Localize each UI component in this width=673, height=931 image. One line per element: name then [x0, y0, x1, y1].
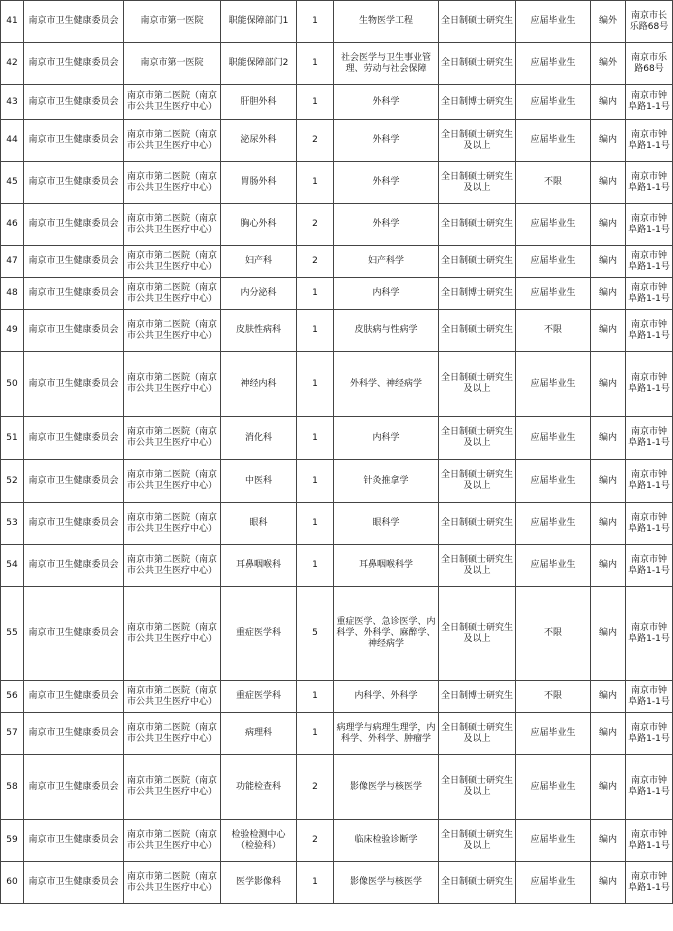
applicant-type-cell: 应届毕业生 — [516, 755, 591, 820]
headcount-cell: 1 — [297, 503, 334, 545]
row-number-cell: 55 — [1, 587, 24, 681]
table-row — [1, 120, 673, 162]
row-number-cell: 45 — [1, 162, 24, 204]
education-cell: 全日制硕士研究生及以上 — [439, 162, 516, 204]
row-number-cell: 54 — [1, 545, 24, 587]
major-cell: 生物医学工程 — [334, 1, 439, 43]
unit-cell: 南京市第二医院（南京市公共卫生医疗中心） — [124, 460, 221, 503]
education-cell: 全日制硕士研究生及以上 — [439, 120, 516, 162]
table-row — [1, 246, 673, 278]
education-cell: 全日制硕士研究生及以上 — [439, 755, 516, 820]
address-cell: 南京市钟阜路1-1号 — [626, 417, 673, 460]
education-cell: 全日制硕士研究生 — [439, 310, 516, 352]
position-cell: 职能保障部门1 — [221, 1, 297, 43]
position-cell: 妇产科 — [221, 246, 297, 278]
row-number-cell: 47 — [1, 246, 24, 278]
unit-cell: 南京市第二医院（南京市公共卫生医疗中心） — [124, 352, 221, 417]
applicant-type-cell: 应届毕业生 — [516, 545, 591, 587]
education-cell: 全日制硕士研究生及以上 — [439, 587, 516, 681]
education-cell: 全日制硕士研究生及以上 — [439, 352, 516, 417]
unit-cell: 南京市第二医院（南京市公共卫生医疗中心） — [124, 713, 221, 755]
major-cell: 影像医学与核医学 — [334, 755, 439, 820]
row-number-cell: 42 — [1, 43, 24, 85]
applicant-type-cell: 不限 — [516, 310, 591, 352]
table-row — [1, 545, 673, 587]
unit-cell: 南京市第一医院 — [124, 1, 221, 43]
department-cell: 南京市卫生健康委员会 — [24, 820, 124, 862]
major-cell: 社会医学与卫生事业管理、劳动与社会保障 — [334, 43, 439, 85]
position-cell: 功能检查科 — [221, 755, 297, 820]
position-cell: 肝胆外科 — [221, 85, 297, 120]
applicant-type-cell: 应届毕业生 — [516, 278, 591, 310]
address-cell: 南京市乐路68号 — [626, 43, 673, 85]
major-cell: 临床检验诊断学 — [334, 820, 439, 862]
address-cell: 南京市长乐路68号 — [626, 1, 673, 43]
headcount-cell: 1 — [297, 1, 334, 43]
headcount-cell: 1 — [297, 713, 334, 755]
applicant-type-cell: 应届毕业生 — [516, 85, 591, 120]
table-row — [1, 862, 673, 904]
unit-cell: 南京市第二医院（南京市公共卫生医疗中心） — [124, 820, 221, 862]
address-cell: 南京市钟阜路1-1号 — [626, 278, 673, 310]
row-number-cell: 53 — [1, 503, 24, 545]
department-cell: 南京市卫生健康委员会 — [24, 417, 124, 460]
applicant-type-cell: 不限 — [516, 681, 591, 713]
staff-type-cell: 编内 — [591, 417, 626, 460]
table-row — [1, 681, 673, 713]
address-cell: 南京市钟阜路1-1号 — [626, 587, 673, 681]
staff-type-cell: 编内 — [591, 503, 626, 545]
education-cell: 全日制博士研究生 — [439, 278, 516, 310]
headcount-cell: 1 — [297, 545, 334, 587]
position-cell: 医学影像科 — [221, 862, 297, 904]
major-cell: 针灸推拿学 — [334, 460, 439, 503]
unit-cell: 南京市第二医院（南京市公共卫生医疗中心） — [124, 681, 221, 713]
position-cell: 中医科 — [221, 460, 297, 503]
applicant-type-cell: 应届毕业生 — [516, 460, 591, 503]
row-number-cell: 50 — [1, 352, 24, 417]
major-cell: 内科学、外科学 — [334, 681, 439, 713]
row-number-cell: 51 — [1, 417, 24, 460]
education-cell: 全日制硕士研究生 — [439, 246, 516, 278]
position-cell: 耳鼻咽喉科 — [221, 545, 297, 587]
headcount-cell: 1 — [297, 278, 334, 310]
headcount-cell: 5 — [297, 587, 334, 681]
row-number-cell: 48 — [1, 278, 24, 310]
applicant-type-cell: 应届毕业生 — [516, 862, 591, 904]
headcount-cell: 2 — [297, 820, 334, 862]
applicant-type-cell: 应届毕业生 — [516, 43, 591, 85]
staff-type-cell: 编内 — [591, 352, 626, 417]
table-row — [1, 820, 673, 862]
address-cell: 南京市钟阜路1-1号 — [626, 820, 673, 862]
headcount-cell: 1 — [297, 162, 334, 204]
department-cell: 南京市卫生健康委员会 — [24, 162, 124, 204]
department-cell: 南京市卫生健康委员会 — [24, 352, 124, 417]
staff-type-cell: 编内 — [591, 120, 626, 162]
table-row — [1, 755, 673, 820]
address-cell: 南京市钟阜路1-1号 — [626, 862, 673, 904]
department-cell: 南京市卫生健康委员会 — [24, 503, 124, 545]
staff-type-cell: 编内 — [591, 587, 626, 681]
position-cell: 重症医学科 — [221, 681, 297, 713]
row-number-cell: 60 — [1, 862, 24, 904]
address-cell: 南京市钟阜路1-1号 — [626, 310, 673, 352]
applicant-type-cell: 应届毕业生 — [516, 417, 591, 460]
address-cell: 南京市钟阜路1-1号 — [626, 204, 673, 246]
staff-type-cell: 编内 — [591, 755, 626, 820]
department-cell: 南京市卫生健康委员会 — [24, 755, 124, 820]
headcount-cell: 1 — [297, 352, 334, 417]
major-cell: 病理学与病理生理学，内科学、外科学、肿瘤学 — [334, 713, 439, 755]
major-cell: 眼科学 — [334, 503, 439, 545]
staff-type-cell: 编内 — [591, 162, 626, 204]
table-row — [1, 310, 673, 352]
row-number-cell: 58 — [1, 755, 24, 820]
unit-cell: 南京市第二医院（南京市公共卫生医疗中心） — [124, 545, 221, 587]
department-cell: 南京市卫生健康委员会 — [24, 120, 124, 162]
education-cell: 全日制硕士研究生 — [439, 43, 516, 85]
staff-type-cell: 编内 — [591, 85, 626, 120]
staff-type-cell: 编内 — [591, 310, 626, 352]
table-row — [1, 587, 673, 681]
major-cell: 重症医学、急诊医学、内科学、外科学、麻醉学、神经病学 — [334, 587, 439, 681]
unit-cell: 南京市第二医院（南京市公共卫生医疗中心） — [124, 310, 221, 352]
headcount-cell: 2 — [297, 120, 334, 162]
address-cell: 南京市钟阜路1-1号 — [626, 713, 673, 755]
address-cell: 南京市钟阜路1-1号 — [626, 681, 673, 713]
applicant-type-cell: 应届毕业生 — [516, 120, 591, 162]
education-cell: 全日制硕士研究生及以上 — [439, 417, 516, 460]
department-cell: 南京市卫生健康委员会 — [24, 246, 124, 278]
applicant-type-cell: 应届毕业生 — [516, 713, 591, 755]
table-row — [1, 1, 673, 43]
major-cell: 耳鼻咽喉科学 — [334, 545, 439, 587]
staff-type-cell: 编内 — [591, 713, 626, 755]
staff-type-cell: 编内 — [591, 460, 626, 503]
applicant-type-cell: 应届毕业生 — [516, 503, 591, 545]
major-cell: 外科学 — [334, 120, 439, 162]
unit-cell: 南京市第二医院（南京市公共卫生医疗中心） — [124, 755, 221, 820]
position-cell: 重症医学科 — [221, 587, 297, 681]
education-cell: 全日制硕士研究生及以上 — [439, 545, 516, 587]
staff-type-cell: 编内 — [591, 278, 626, 310]
row-number-cell: 56 — [1, 681, 24, 713]
address-cell: 南京市钟阜路1-1号 — [626, 162, 673, 204]
applicant-type-cell: 应届毕业生 — [516, 352, 591, 417]
row-number-cell: 57 — [1, 713, 24, 755]
row-number-cell: 49 — [1, 310, 24, 352]
education-cell: 全日制博士研究生 — [439, 681, 516, 713]
row-number-cell: 46 — [1, 204, 24, 246]
major-cell: 外科学 — [334, 204, 439, 246]
staff-type-cell: 编内 — [591, 820, 626, 862]
headcount-cell: 1 — [297, 85, 334, 120]
department-cell: 南京市卫生健康委员会 — [24, 204, 124, 246]
table-row — [1, 460, 673, 503]
unit-cell: 南京市第二医院（南京市公共卫生医疗中心） — [124, 503, 221, 545]
unit-cell: 南京市第二医院（南京市公共卫生医疗中心） — [124, 587, 221, 681]
unit-cell: 南京市第二医院（南京市公共卫生医疗中心） — [124, 862, 221, 904]
applicant-type-cell: 不限 — [516, 587, 591, 681]
headcount-cell: 1 — [297, 862, 334, 904]
address-cell: 南京市钟阜路1-1号 — [626, 755, 673, 820]
staff-type-cell: 编内 — [591, 204, 626, 246]
education-cell: 全日制硕士研究生及以上 — [439, 460, 516, 503]
headcount-cell: 1 — [297, 681, 334, 713]
position-cell: 胃肠外科 — [221, 162, 297, 204]
unit-cell: 南京市第二医院（南京市公共卫生医疗中心） — [124, 417, 221, 460]
applicant-type-cell: 不限 — [516, 162, 591, 204]
headcount-cell: 2 — [297, 755, 334, 820]
unit-cell: 南京市第二医院（南京市公共卫生医疗中心） — [124, 120, 221, 162]
unit-cell: 南京市第一医院 — [124, 43, 221, 85]
unit-cell: 南京市第二医院（南京市公共卫生医疗中心） — [124, 246, 221, 278]
major-cell: 妇产科学 — [334, 246, 439, 278]
position-cell: 内分泌科 — [221, 278, 297, 310]
major-cell: 外科学 — [334, 85, 439, 120]
department-cell: 南京市卫生健康委员会 — [24, 587, 124, 681]
department-cell: 南京市卫生健康委员会 — [24, 278, 124, 310]
table-row — [1, 503, 673, 545]
education-cell: 全日制硕士研究生及以上 — [439, 820, 516, 862]
headcount-cell: 2 — [297, 246, 334, 278]
education-cell: 全日制硕士研究生 — [439, 1, 516, 43]
unit-cell: 南京市第二医院（南京市公共卫生医疗中心） — [124, 162, 221, 204]
unit-cell: 南京市第二医院（南京市公共卫生医疗中心） — [124, 278, 221, 310]
major-cell: 内科学 — [334, 417, 439, 460]
row-number-cell: 44 — [1, 120, 24, 162]
unit-cell: 南京市第二医院（南京市公共卫生医疗中心） — [124, 85, 221, 120]
position-cell: 皮肤性病科 — [221, 310, 297, 352]
table-row — [1, 417, 673, 460]
department-cell: 南京市卫生健康委员会 — [24, 85, 124, 120]
position-cell: 眼科 — [221, 503, 297, 545]
department-cell: 南京市卫生健康委员会 — [24, 862, 124, 904]
education-cell: 全日制硕士研究生 — [439, 204, 516, 246]
address-cell: 南京市钟阜路1-1号 — [626, 246, 673, 278]
major-cell: 内科学 — [334, 278, 439, 310]
education-cell: 全日制硕士研究生 — [439, 503, 516, 545]
row-number-cell: 52 — [1, 460, 24, 503]
position-cell: 检验检测中心（检验科） — [221, 820, 297, 862]
position-cell: 胸心外科 — [221, 204, 297, 246]
staff-type-cell: 编内 — [591, 681, 626, 713]
education-cell: 全日制硕士研究生 — [439, 862, 516, 904]
address-cell: 南京市钟阜路1-1号 — [626, 120, 673, 162]
address-cell: 南京市钟阜路1-1号 — [626, 460, 673, 503]
table-body — [1, 1, 673, 904]
department-cell: 南京市卫生健康委员会 — [24, 681, 124, 713]
department-cell: 南京市卫生健康委员会 — [24, 310, 124, 352]
department-cell: 南京市卫生健康委员会 — [24, 460, 124, 503]
address-cell: 南京市钟阜路1-1号 — [626, 545, 673, 587]
position-cell: 消化科 — [221, 417, 297, 460]
department-cell: 南京市卫生健康委员会 — [24, 713, 124, 755]
headcount-cell: 1 — [297, 460, 334, 503]
headcount-cell: 2 — [297, 204, 334, 246]
address-cell: 南京市钟阜路1-1号 — [626, 352, 673, 417]
row-number-cell: 59 — [1, 820, 24, 862]
row-number-cell: 43 — [1, 85, 24, 120]
position-cell: 职能保障部门2 — [221, 43, 297, 85]
department-cell: 南京市卫生健康委员会 — [24, 1, 124, 43]
position-cell: 神经内科 — [221, 352, 297, 417]
applicant-type-cell: 应届毕业生 — [516, 246, 591, 278]
major-cell: 外科学 — [334, 162, 439, 204]
staff-type-cell: 编内 — [591, 545, 626, 587]
table-row — [1, 278, 673, 310]
education-cell: 全日制硕士研究生及以上 — [439, 713, 516, 755]
department-cell: 南京市卫生健康委员会 — [24, 43, 124, 85]
unit-cell: 南京市第二医院（南京市公共卫生医疗中心） — [124, 204, 221, 246]
department-cell: 南京市卫生健康委员会 — [24, 545, 124, 587]
headcount-cell: 1 — [297, 43, 334, 85]
address-cell: 南京市钟阜路1-1号 — [626, 503, 673, 545]
table-row — [1, 85, 673, 120]
address-cell: 南京市钟阜路1-1号 — [626, 85, 673, 120]
position-cell: 泌尿外科 — [221, 120, 297, 162]
table-row — [1, 204, 673, 246]
row-number-cell: 41 — [1, 1, 24, 43]
headcount-cell: 1 — [297, 417, 334, 460]
table-row — [1, 713, 673, 755]
position-cell: 病理科 — [221, 713, 297, 755]
table-row — [1, 352, 673, 417]
staff-type-cell: 编内 — [591, 862, 626, 904]
education-cell: 全日制博士研究生 — [439, 85, 516, 120]
applicant-type-cell: 应届毕业生 — [516, 1, 591, 43]
staff-type-cell: 编外 — [591, 43, 626, 85]
applicant-type-cell: 应届毕业生 — [516, 820, 591, 862]
major-cell: 外科学、神经病学 — [334, 352, 439, 417]
major-cell: 影像医学与核医学 — [334, 862, 439, 904]
table-row — [1, 43, 673, 85]
staff-type-cell: 编内 — [591, 246, 626, 278]
headcount-cell: 1 — [297, 310, 334, 352]
table-row — [1, 162, 673, 204]
staff-type-cell: 编外 — [591, 1, 626, 43]
major-cell: 皮肤病与性病学 — [334, 310, 439, 352]
applicant-type-cell: 应届毕业生 — [516, 204, 591, 246]
